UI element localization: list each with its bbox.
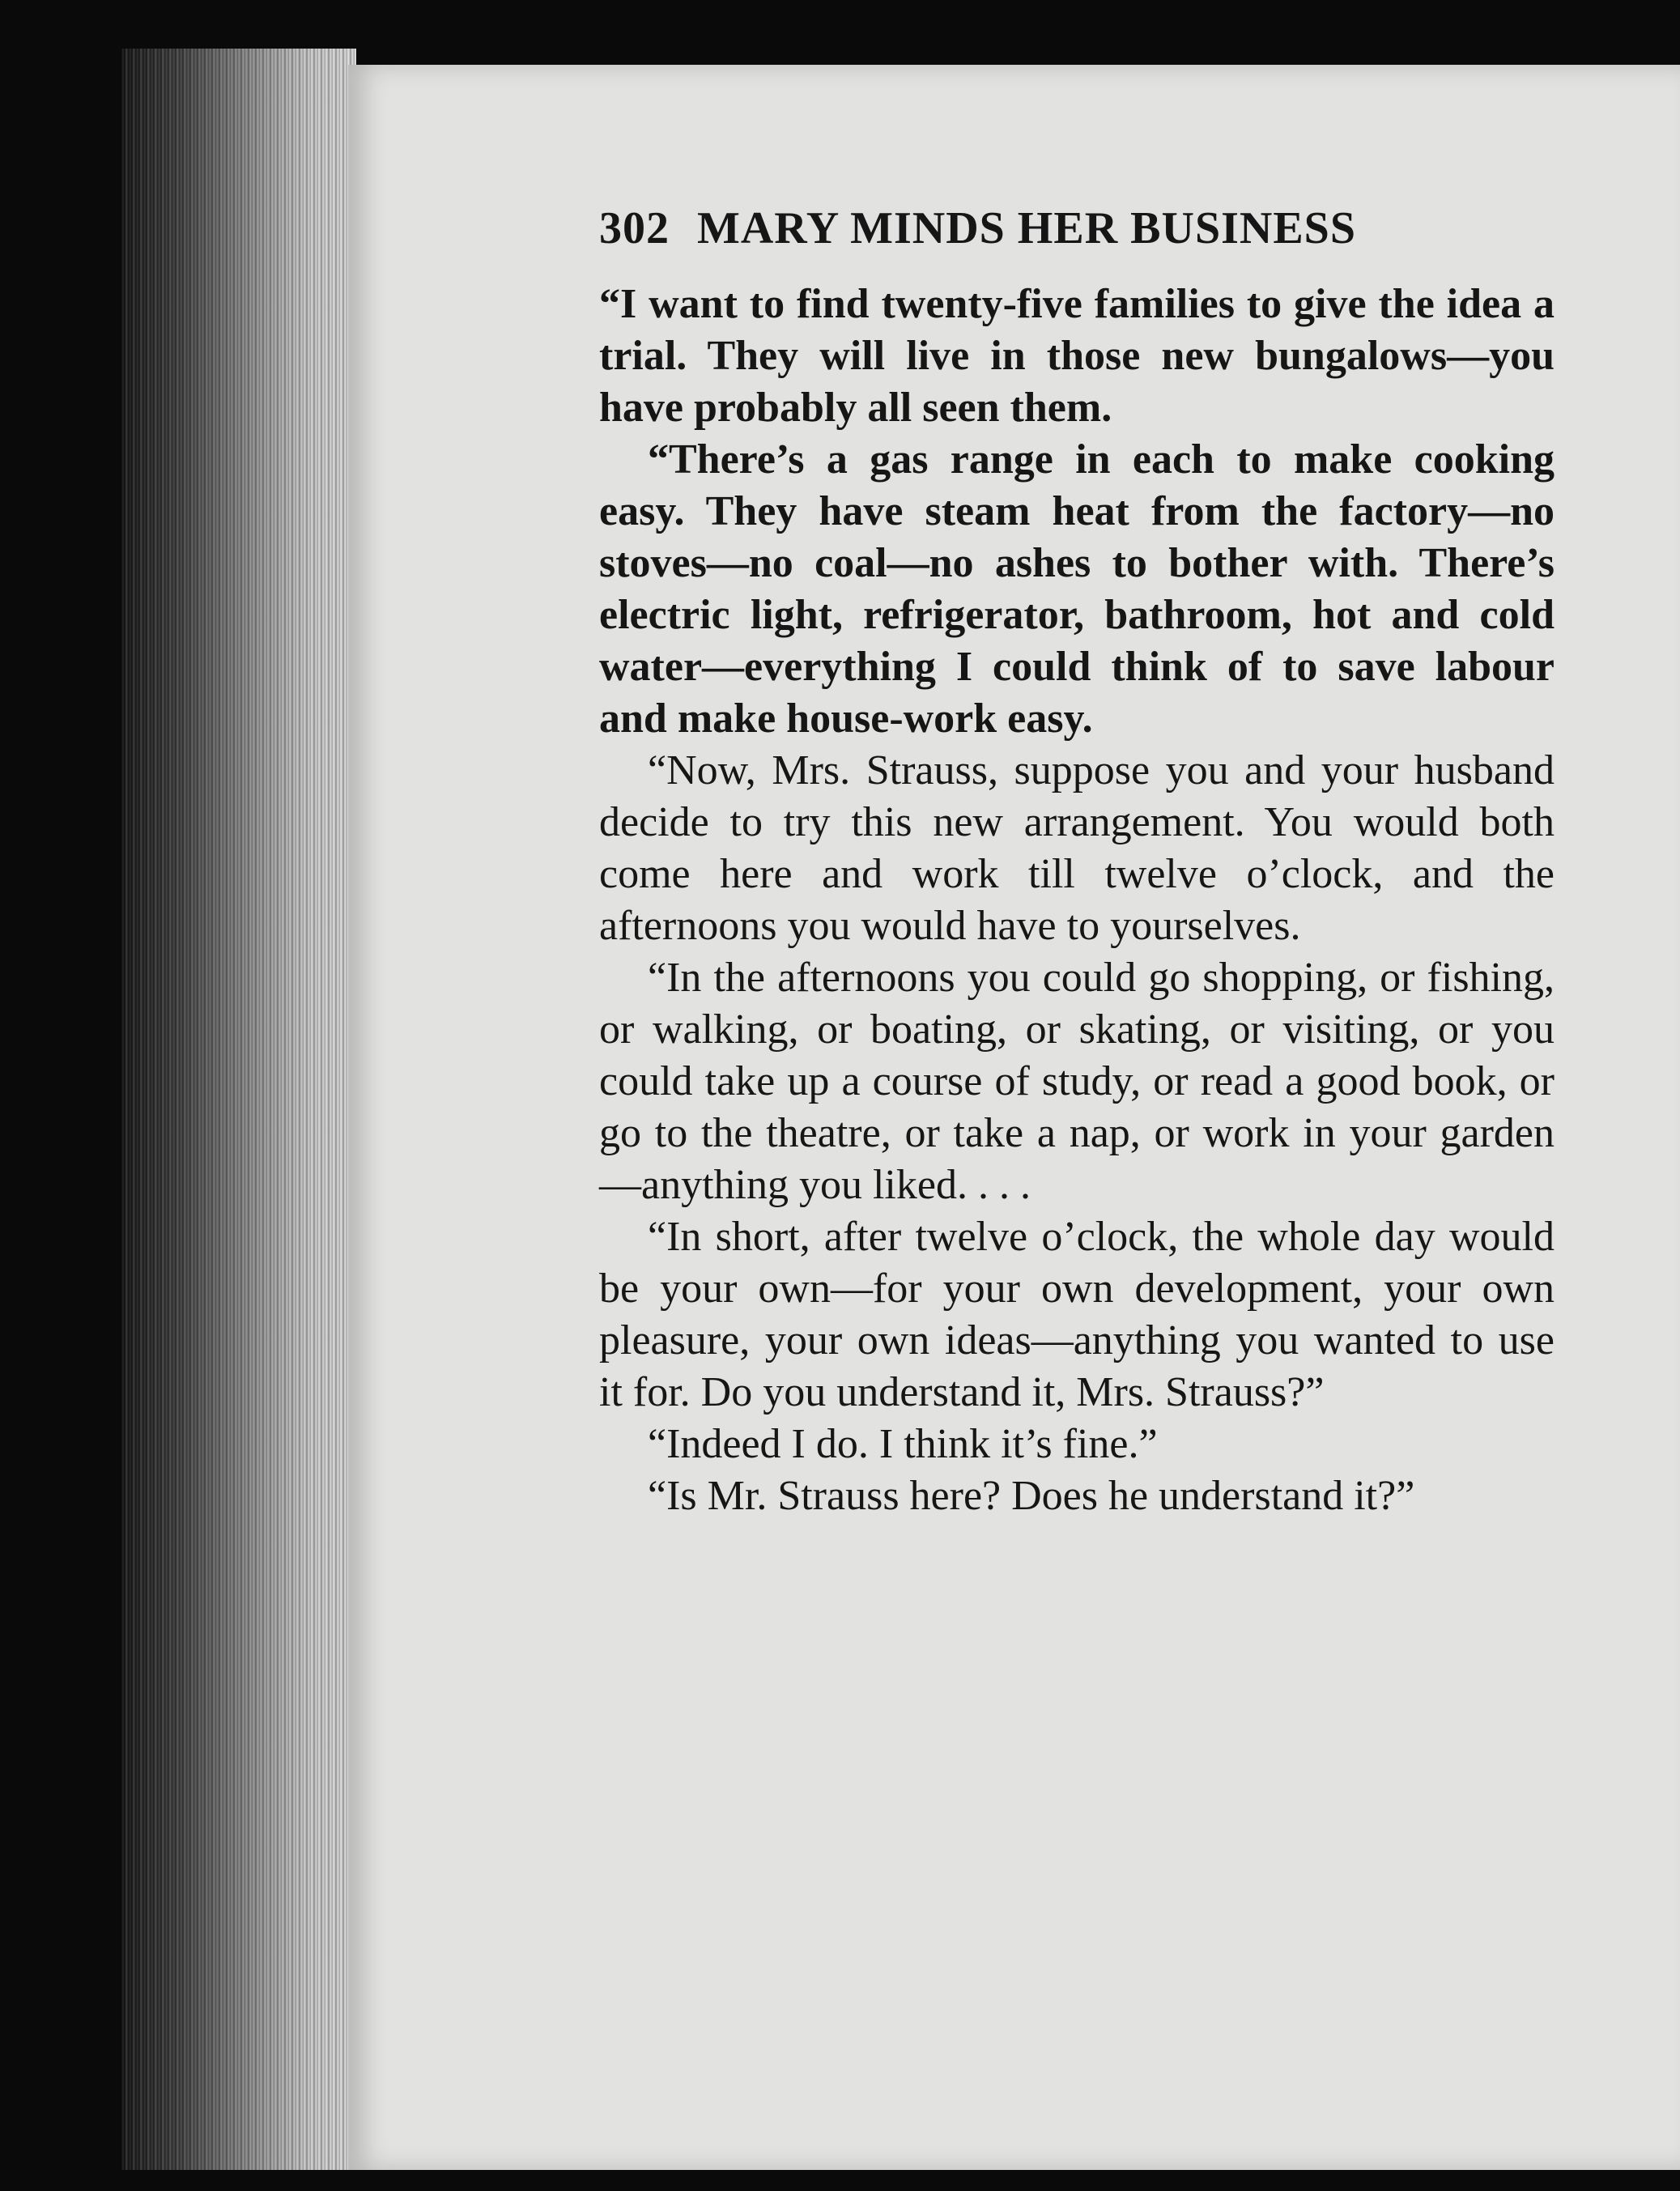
page-edges: [121, 49, 356, 2170]
paragraph: “In short, after twelve o’clock, the whole day would be your own—for your own development, your own pleasure, your own ideas—anything you wanted to use it for. Do you understand it, Mrs. Strauss?”: [599, 1214, 1555, 1415]
page-number: 302: [599, 203, 670, 253]
book-page: [348, 65, 1680, 2170]
running-head: [599, 202, 1555, 254]
text-block: [599, 202, 1555, 1522]
paragraph: “There’s a gas range in each to make cooking easy. They have steam heat from the factory—no stoves—no coal—no ashes to bother with. There’s electric light, refrigerator, bathroom, hot and cold water—everything I could think of to save labour and make house-work easy.: [599, 436, 1555, 742]
paragraph: “Indeed I do. I think it’s fine.”: [648, 1421, 1158, 1467]
running-title: MARY MINDS HER BUSINESS: [697, 203, 1356, 253]
paragraph: “Now, Mrs. Strauss, suppose you and your husband decide to try this new arrangement. You would both come here and work till twelve o’clock, and the afternoons you would have to yourselves.: [599, 747, 1555, 949]
paragraph: “Is Mr. Strauss here? Does he understand it?”: [648, 1473, 1415, 1519]
paragraph: “In the afternoons you could go shopping, or fishing, or walking, or boating, or skating, or visiting, or you could take up a course of study, or read a good book, or go to the theatre, or take a nap, or work in your garden—anything you liked. . . .: [599, 955, 1555, 1208]
paragraph: “I want to find twenty-five families to give the idea a trial. They will live in those new bungalows—you have probably all seen them.: [599, 281, 1555, 431]
